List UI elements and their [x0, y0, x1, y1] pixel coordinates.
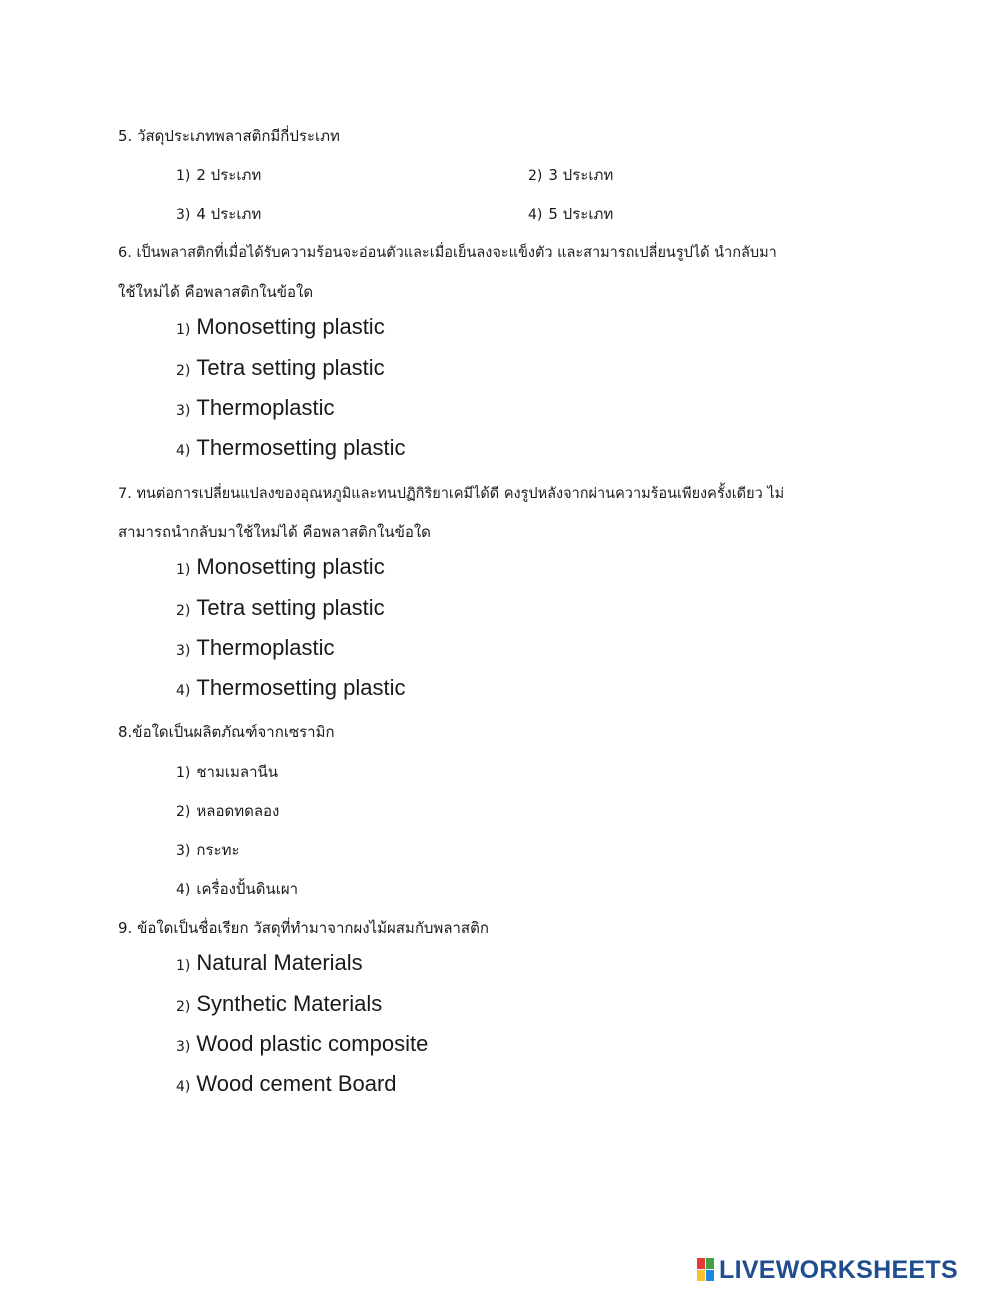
q7-option-3[interactable]: 3) Thermoplastic: [176, 635, 335, 660]
q8-option-4[interactable]: 4) เครื่องปั้นดินเผา: [176, 880, 299, 898]
q5-option-4[interactable]: 4) 5 ประเภท: [528, 205, 614, 223]
question-5: 5. วัสดุประเภทพลาสติกมีกี่ประเภท: [118, 127, 340, 145]
q6-option-3[interactable]: 3) Thermoplastic: [176, 395, 335, 420]
q5-option-1[interactable]: 1) 2 ประเภท: [176, 166, 262, 184]
q9-option-3[interactable]: 3) Wood plastic composite: [176, 1031, 429, 1056]
q8-option-1[interactable]: 1) ชามเมลานีน: [176, 763, 279, 781]
q6-option-2[interactable]: 2) Tetra setting plastic: [176, 355, 385, 380]
q5-option-3[interactable]: 3) 4 ประเภท: [176, 205, 262, 223]
q8-option-2[interactable]: 2) หลอดทดลอง: [176, 802, 280, 820]
question-7-line-2: สามารถนำกลับมาใช้ใหม่ได้ คือพลาสติกในข้อใด: [118, 523, 431, 541]
q6-option-4[interactable]: 4) Thermosetting plastic: [176, 435, 406, 460]
question-6-line-1: 6. เป็นพลาสติกที่เมื่อได้รับความร้อนจะอ่อนตัวและเมื่อเย็นลงจะแข็งตัว และสามารถเปลี่ยนรูปได้ นำกลับมา: [118, 245, 777, 261]
brand-name: LIVEWORKSHEETS: [719, 1255, 958, 1284]
q6-option-1[interactable]: 1) Monosetting plastic: [176, 314, 385, 339]
q9-option-1[interactable]: 1) Natural Materials: [176, 950, 363, 975]
liveworksheets-logo-mark-icon: [697, 1258, 715, 1282]
logo-block-blue: [706, 1270, 714, 1281]
q9-option-4[interactable]: 4) Wood cement Board: [176, 1071, 397, 1096]
question-8: 8.ข้อใดเป็นผลิตภัณฑ์จากเซรามิก: [118, 723, 335, 741]
q7-option-2[interactable]: 2) Tetra setting plastic: [176, 595, 385, 620]
q5-option-2[interactable]: 2) 3 ประเภท: [528, 166, 614, 184]
logo-block-yellow: [697, 1270, 705, 1281]
question-7-line-1: 7. ทนต่อการเปลี่ยนแปลงของอุณหภูมิและทนปฏิกิริยาเคมีได้ดี คงรูปหลังจากผ่านความร้อนเพียงครั้งเดียว ไม่: [118, 486, 785, 502]
question-9: 9. ข้อใดเป็นชื่อเรียก วัสดุที่ทำมาจากผงไม้ผสมกับพลาสติก: [118, 919, 489, 937]
q7-option-4[interactable]: 4) Thermosetting plastic: [176, 675, 406, 700]
logo-block-green: [706, 1258, 714, 1269]
q7-option-1[interactable]: 1) Monosetting plastic: [176, 554, 385, 579]
q9-option-2[interactable]: 2) Synthetic Materials: [176, 991, 383, 1016]
liveworksheets-logo: [697, 1256, 958, 1284]
q8-option-3[interactable]: 3) กระทะ: [176, 841, 240, 859]
logo-block-red: [697, 1258, 705, 1269]
question-6-line-2: ใช้ใหม่ได้ คือพลาสติกในข้อใด: [118, 283, 314, 301]
